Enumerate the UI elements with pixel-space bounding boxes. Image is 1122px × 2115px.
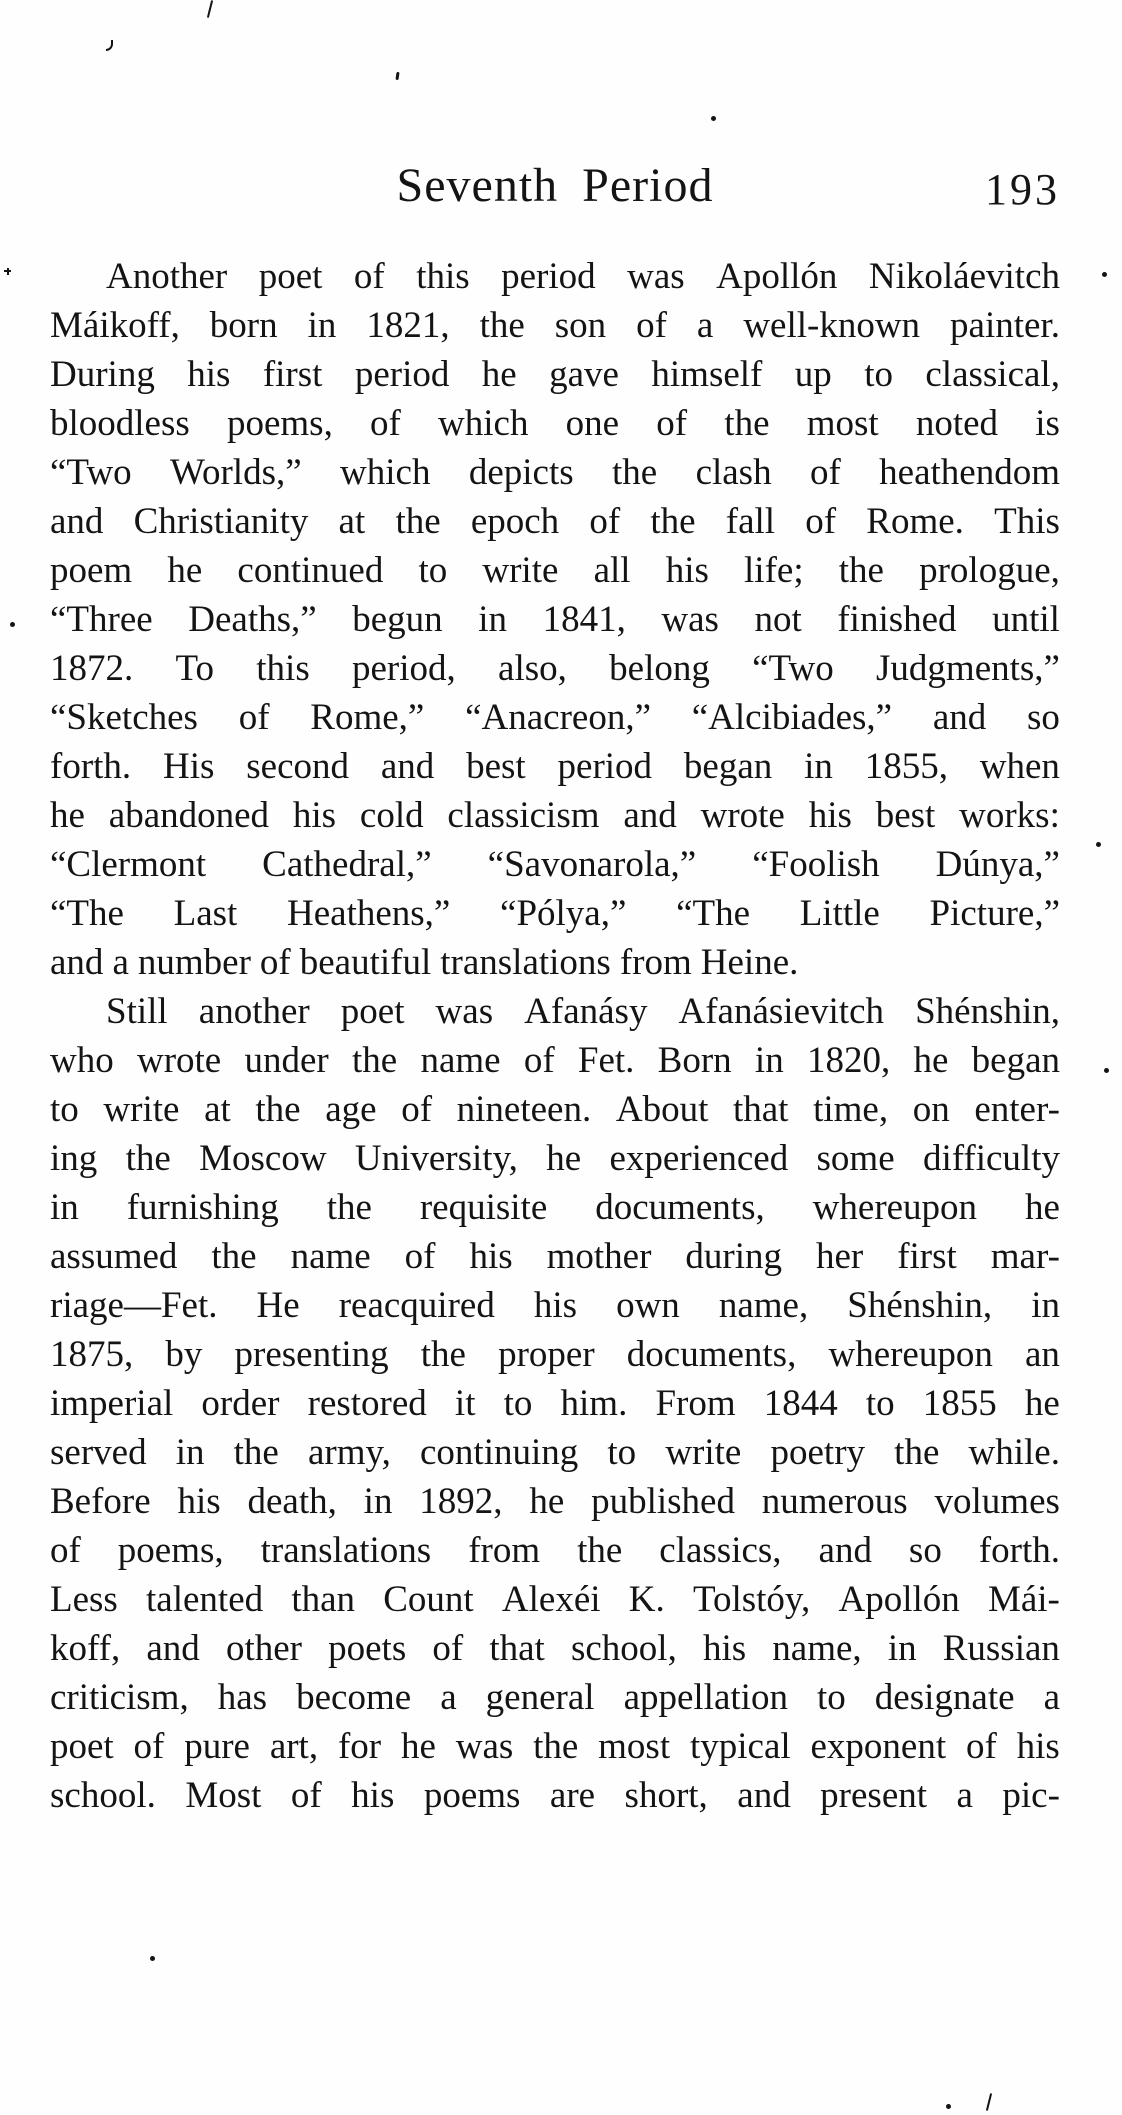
text-line: poem he continued to write all his life; the prologue, [50,550,1060,591]
text-line: of poems, translations from the classics, and so forth. [50,1530,1060,1571]
text-line: in furnishing the requisite documents, whereupon he [50,1187,1060,1228]
text-line: During his first period he gave himself up to classical, [50,354,1060,395]
text-block [50,252,1060,1820]
text-line: Still another poet was Afanásy Afanásievitch Shénshin, [106,991,1060,1032]
running-head [50,160,1060,220]
scan-artifact-tick [395,72,399,80]
scan-artifact-slash [986,2093,992,2111]
paragraph [50,252,1060,987]
text-line: 1872. To this period, also, belong “Two Judgments,” [50,648,1060,689]
text-line: criticism, has become a general appellation to designate a [50,1677,1060,1718]
scan-artifact-slash [207,0,213,18]
paragraph [50,987,1060,1820]
text-line: served in the army, continuing to write poetry the while. [50,1432,1060,1473]
text-line: “Sketches of Rome,” “Anacreon,” “Alcibiades,” and so [50,697,1060,738]
text-line: and Christianity at the epoch of the fall of Rome. This [50,501,1060,542]
text-line: riage—Fet. He reacquired his own name, Shénshin, in [50,1285,1060,1326]
text-line: “Two Worlds,” which depicts the clash of heathendom [50,452,1060,493]
scan-artifact-dot [1102,272,1107,277]
scan-artifact-dot [150,1956,155,1961]
text-line: koff, and other poets of that school, his name, in Russian [50,1628,1060,1669]
scan-artifact-dot [1104,1068,1109,1073]
text-line: Less talented than Count Alexéi K. Tolstóy, Apollón Mái- [50,1579,1060,1620]
scan-artifact-hook [106,40,113,51]
text-line: poet of pure art, for he was the most typical exponent of his [50,1726,1060,1767]
page-number: 193 [985,165,1060,214]
text-line: Another poet of this period was Apollón Nikoláevitch [106,256,1060,297]
text-line: who wrote under the name of Fet. Born in 1820, he began [50,1040,1060,1081]
text-line: assumed the name of his mother during her first mar- [50,1236,1060,1277]
text-line: Before his death, in 1892, he published numerous volumes [50,1481,1060,1522]
scan-artifact-dot [946,2104,951,2109]
text-line: he abandoned his cold classicism and wrote his best works: [50,795,1060,836]
text-line: ing the Moscow University, he experienced some difficulty [50,1138,1060,1179]
text-line: to write at the age of nineteen. About that time, on enter- [50,1089,1060,1130]
text-line: Máikoff, born in 1821, the son of a well-known painter. [50,305,1060,346]
page-title: Seventh Period [396,159,714,212]
text-line: 1875, by presenting the proper documents, whereupon an [50,1334,1060,1375]
scan-artifact-dot [711,116,716,121]
text-line: “The Last Heathens,” “Pólya,” “The Little Picture,” [50,893,1060,934]
scan-artifact-dot [10,622,15,627]
text-line: bloodless poems, of which one of the most noted is [50,403,1060,444]
text-line: school. Most of his poems are short, and present a pic- [50,1775,1060,1816]
text-line: “Three Deaths,” begun in 1841, was not finished until [50,599,1060,640]
text-line: and a number of beautiful translations from Heine. [50,942,799,983]
text-line: forth. His second and best period began in 1855, when [50,746,1060,787]
text-line: imperial order restored it to him. From 1844 to 1855 he [50,1383,1060,1424]
text-line: “Clermont Cathedral,” “Savonarola,” “Foolish Dúnya,” [50,844,1060,885]
scan-artifact-plus [4,270,11,272]
scan-artifact-dot [1096,842,1101,847]
